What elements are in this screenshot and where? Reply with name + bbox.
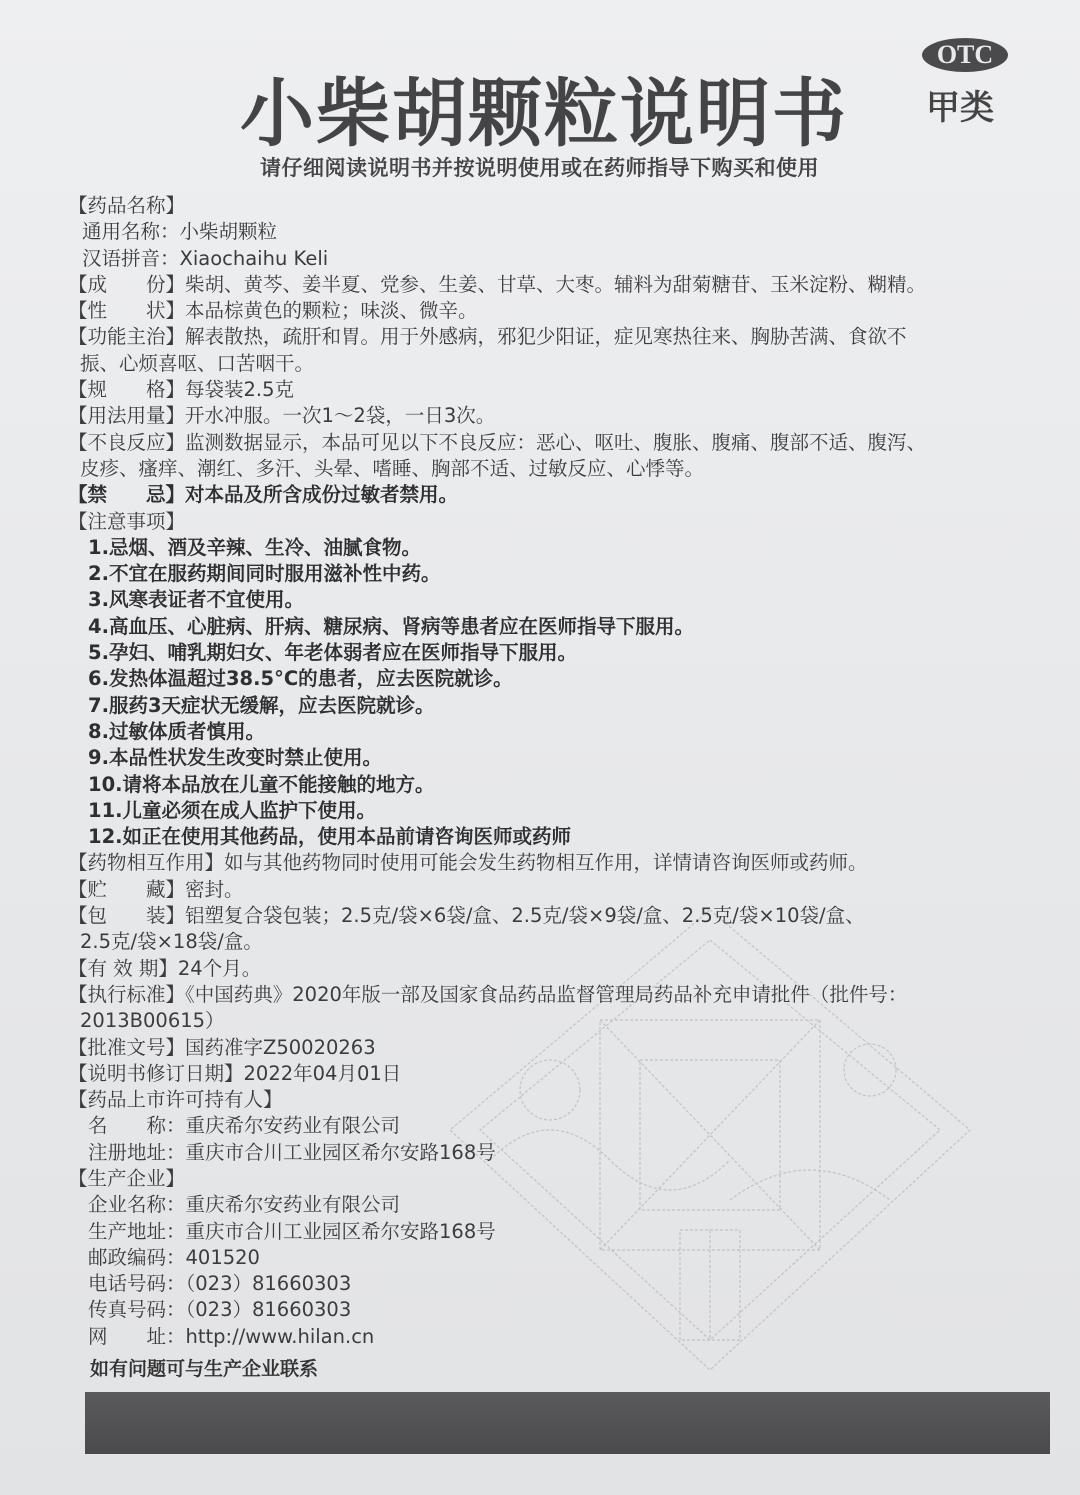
- precaution-item: 10.请将本品放在儿童不能接触的地方。: [88, 772, 435, 796]
- pinyin-name: 汉语拼音：Xiaochaihu Keli: [82, 246, 329, 270]
- precautions-list: [68, 535, 1050, 851]
- precaution-item: 4.高血压、心脏病、肝病、糖尿病、肾病等患者应在医师指导下服用。: [88, 614, 694, 638]
- bottom-dark-band: [85, 1392, 1050, 1454]
- section-header-precautions: 【注意事项】: [68, 509, 186, 533]
- revision-date: 【说明书修订日期】2022年04月01日: [68, 1061, 402, 1085]
- postal-code: 邮政编码：401520: [88, 1245, 260, 1269]
- indications: 【功能主治】解表散热，疏肝和胃。用于外感病，邪犯少阳证，症见寒热往来、胸胁苦满、食欲不: [68, 325, 907, 349]
- adverse-reactions-cont: 皮疹、瘙痒、潮红、多汗、头晕、嗜睡、胸部不适、过敏反应、心悸等。: [80, 456, 705, 480]
- fax-number: 传真号码：（023）81660303: [88, 1298, 352, 1322]
- precaution-item: 6.发热体温超过38.5°C的患者，应去医院就诊。: [88, 667, 513, 691]
- precaution-item: 7.服药3天症状无缓解，应去医院就诊。: [88, 693, 435, 717]
- manufacturer-address: 生产地址：重庆市合川工业园区希尔安路168号: [88, 1219, 496, 1243]
- packaging-cont: 2.5克/袋×18袋/盒。: [80, 930, 263, 954]
- appearance: 【性 状】本品棕黄色的颗粒；味淡、微辛。: [68, 299, 478, 323]
- manufacturer-name: 企业名称：重庆希尔安药业有限公司: [88, 1193, 401, 1217]
- shelf-life: 【有 效 期】24个月。: [68, 956, 262, 980]
- instruction-subtitle: 请仔细阅读说明书并按说明使用或在药师指导下购买和使用: [260, 156, 819, 180]
- precaution-item: 9.本品性状发生改变时禁止使用。: [88, 746, 382, 770]
- leaflet-body: [68, 193, 1050, 1350]
- storage: 【贮 藏】密封。: [68, 877, 244, 901]
- precaution-item: 11.儿童必须在成人监护下使用。: [88, 798, 377, 822]
- indications-cont: 振、心烦喜呕、口苦咽干。: [80, 351, 315, 375]
- dosage: 【用法用量】开水冲服。一次1～2袋，一日3次。: [68, 404, 496, 428]
- otc-class-label: 甲类: [926, 88, 994, 128]
- drug-interactions: 【药物相互作用】如与其他药物同时使用可能会发生药物相互作用，详情请咨询医师或药师。: [68, 851, 868, 875]
- section-header-mah: 【药品上市许可持有人】: [68, 1088, 283, 1112]
- precaution-item: 2.不宜在服药期间同时服用滋补性中药。: [88, 562, 441, 586]
- contact-note: 如有问题可与生产企业联系: [90, 1358, 319, 1380]
- approval-number: 【批准文号】国药准字Z50020263: [68, 1035, 376, 1059]
- precaution-item: 1.忌烟、酒及辛辣、生冷、油腻食物。: [88, 535, 421, 559]
- document-title: 小柴胡颗粒说明书: [240, 71, 848, 157]
- standard: 【执行标准】《中国药典》2020年版一部及国家食品药品监督管理局药品补充申请批件（批件号：: [68, 982, 908, 1006]
- phone-number: 电话号码：（023）81660303: [88, 1272, 352, 1296]
- adverse-reactions: 【不良反应】监测数据显示，本品可见以下不良反应：恶心、呕吐、腹胀、腹痛、腹部不适、腹泻、: [68, 430, 927, 454]
- contraindications: 【禁 忌】对本品及所含成份过敏者禁用。: [68, 483, 459, 507]
- precaution-item: 3.风寒表证者不宜使用。: [88, 588, 304, 612]
- precaution-item: 5.孕妇、哺乳期妇女、年老体弱者应在医师指导下服用。: [88, 641, 577, 665]
- mah-name: 名 称：重庆希尔安药业有限公司: [88, 1114, 401, 1138]
- otc-logo: OTC: [922, 38, 1008, 72]
- standard-cont: 2013B00615）: [80, 1009, 225, 1033]
- generic-name: 通用名称：小柴胡颗粒: [82, 220, 278, 244]
- precaution-item: 8.过敏体质者慎用。: [88, 719, 265, 743]
- packaging: 【包 装】铝塑复合袋包装；2.5克/袋×6袋/盒、2.5克/袋×9袋/盒、2.5克/袋×10袋/盒、: [68, 904, 865, 928]
- otc-badge: [918, 38, 1013, 126]
- section-header-manufacturer: 【生产企业】: [68, 1166, 186, 1190]
- ingredients: 【成 份】柴胡、黄芩、姜半夏、党参、生姜、甘草、大枣。辅料为甜菊糖苷、玉米淀粉、糊精。: [68, 272, 927, 296]
- section-header-drug-name: 【药品名称】: [68, 194, 186, 217]
- specification: 【规 格】每袋装2.5克: [68, 378, 295, 402]
- precaution-item: 12.如正在使用其他药品，使用本品前请咨询医师或药师: [88, 825, 572, 849]
- mah-address: 注册地址：重庆市合川工业园区希尔安路168号: [88, 1140, 496, 1164]
- website: 网 址：http://www.hilan.cn: [88, 1324, 375, 1348]
